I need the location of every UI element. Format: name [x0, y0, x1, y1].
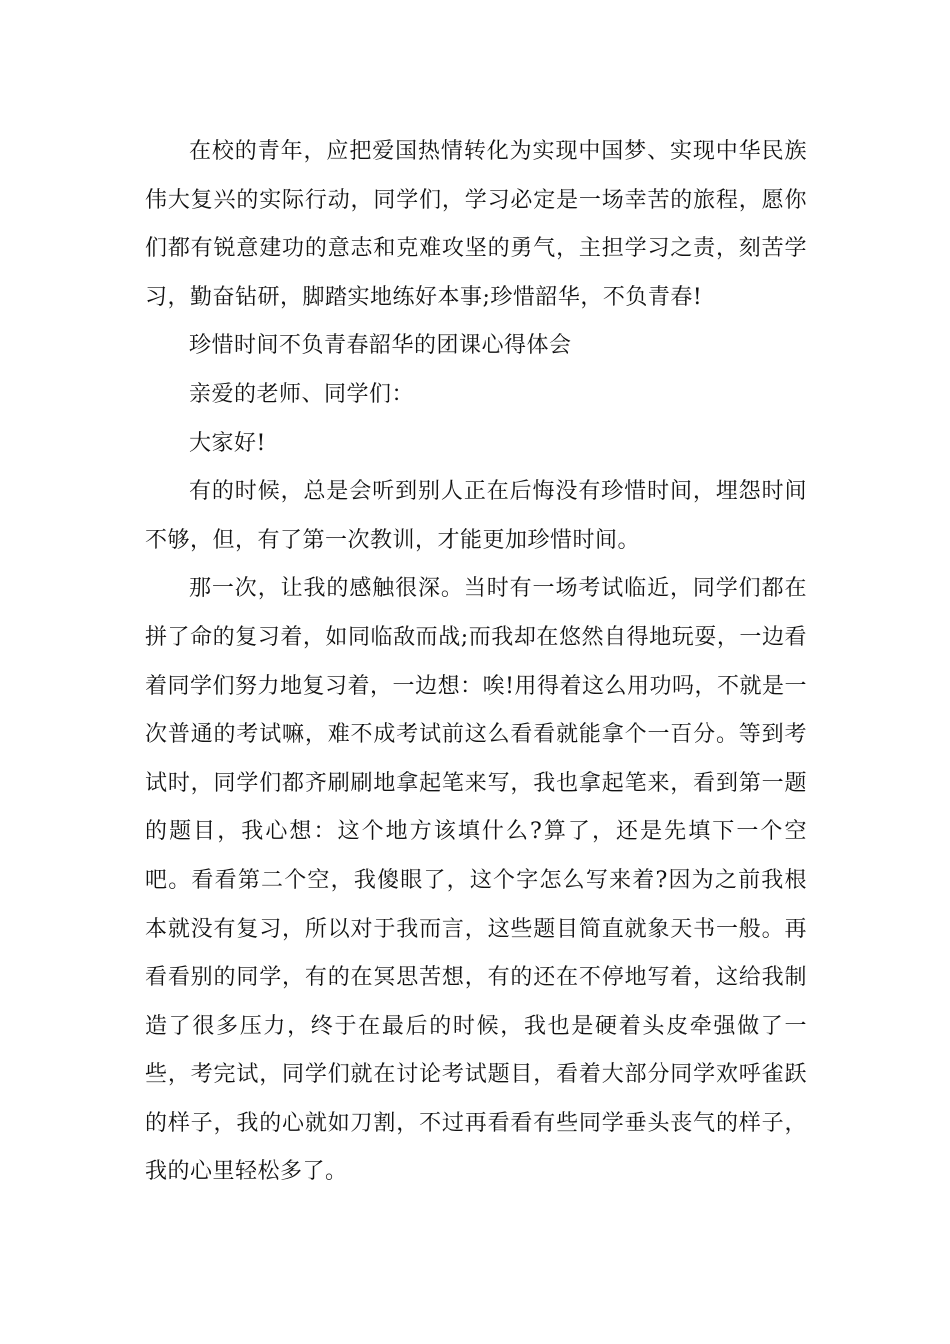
essay-title: 珍惜时间不负青春韶华的团课心得体会: [189, 333, 572, 359]
greeting: 大家好!: [189, 430, 266, 456]
salutation: 亲爱的老师、同学们：: [189, 381, 415, 407]
paragraph-exam-story: 那一次，让我的感触很深。当时有一场考试临近，同学们都在拼了命的复习着，如同临敌而战;而我却在悠然自得地玩耍，一边看着同学们努力地复习着，一边想：唉!用得着这么用功吗，不就是一次普通的考试嘛，难不成考试前这么看看就能拿个一百分。等到考试时，同学们都齐刷刷地拿起笔来写，我也拿起笔来，看到第一题的题目，我心想：这个地方该填什么?算了，还是先填下一个空吧。看看第二个空，我傻眼了，这个字怎么写来着?因为之前我根本就没有复习，所以对于我而言，这些题目简直就象天书一般。再看看别的同学，有的在冥思苦想，有的还在不停地写着，这给我制造了很多压力，终于在最后的时候，我也是硬着头皮牵强做了一些，考完试，同学们就在讨论考试题目，看着大部分同学欢呼雀跃的样子，我的心就如刀割，不过再看看有些同学垂头丧气的样子，我的心里轻松多了。: [145, 576, 807, 1185]
document-body: [145, 128, 807, 1197]
paragraph-time: 有的时候，总是会听到别人正在后悔没有珍惜时间，埋怨时间不够，但，有了第一次教训，才能更加珍惜时间。: [145, 479, 807, 553]
paragraph-intro: 在校的青年，应把爱国热情转化为实现中国梦、实现中华民族伟大复兴的实际行动，同学们，学习必定是一场幸苦的旅程，愿你们都有锐意建功的意志和克难攻坚的勇气，主担学习之责，刻苦学习，勤奋钻研，脚踏实地练好本事;珍惜韶华，不负青春!: [145, 139, 807, 310]
